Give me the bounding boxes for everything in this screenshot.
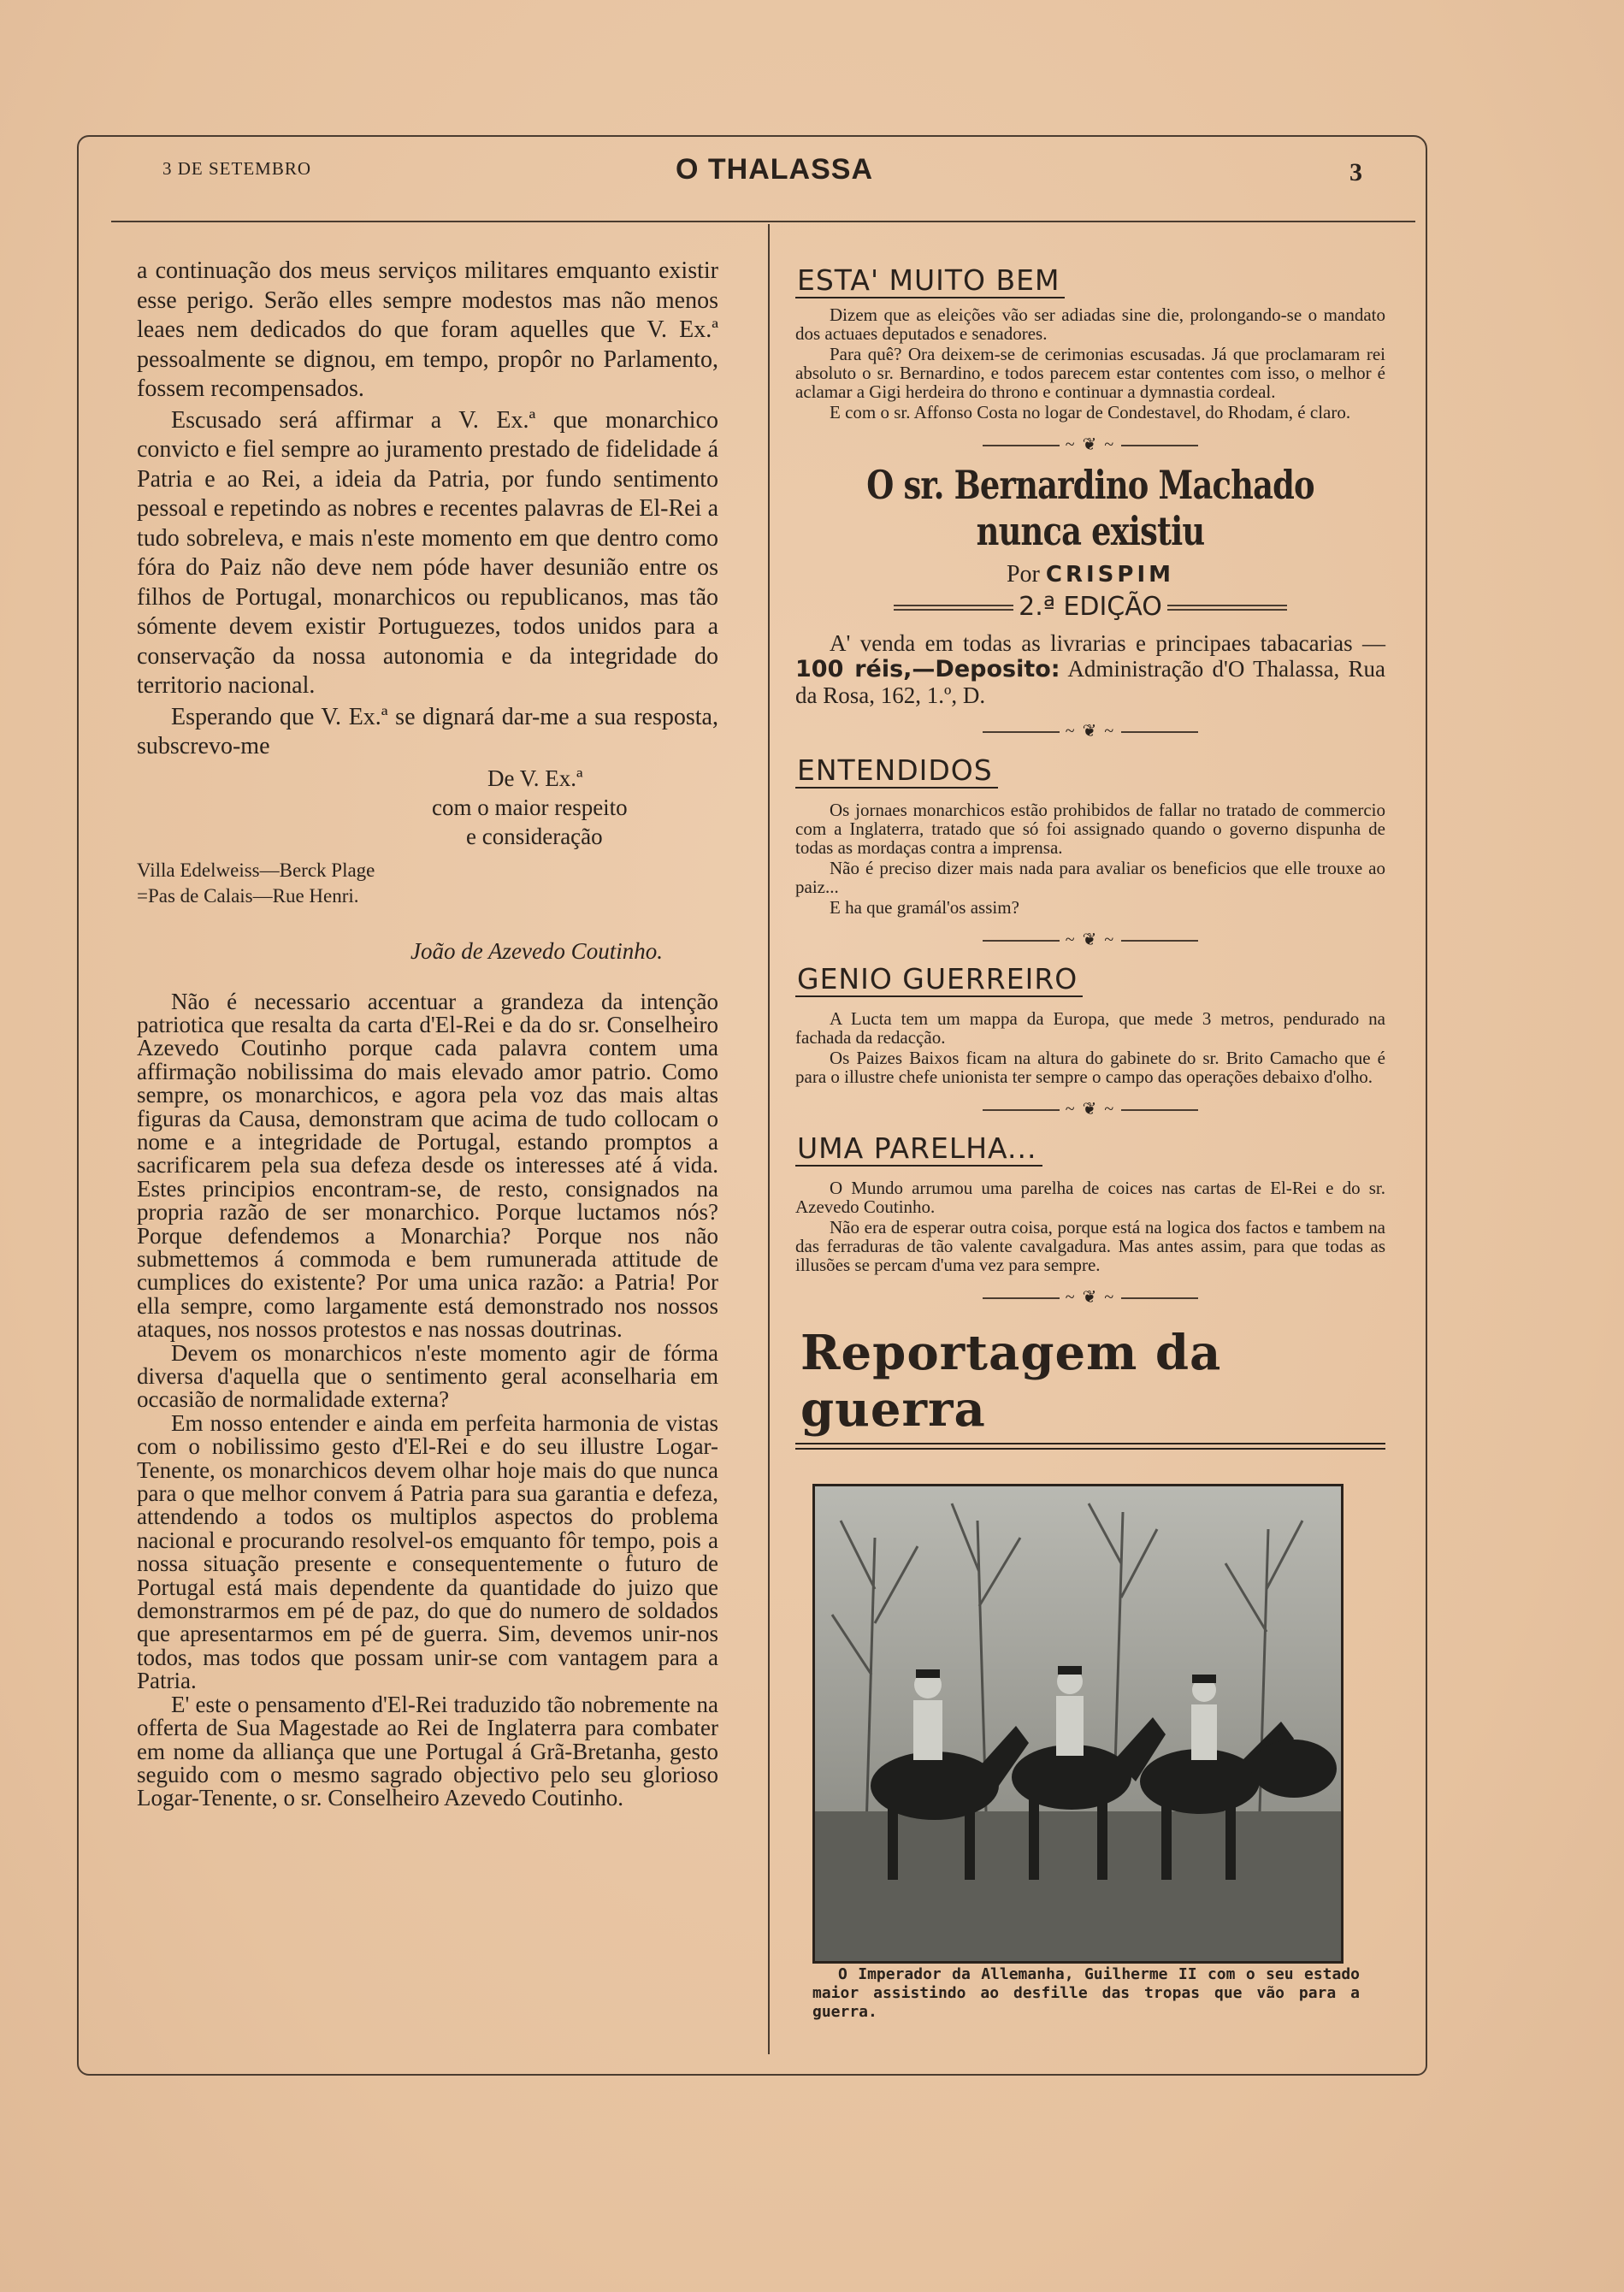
section-paragraph: O Mundo arrumou uma parelha de coices nas cartas de El-Rei e do sr. Azevedo Coutinho. [795, 1178, 1385, 1217]
address-line: =Pas de Calais—Rue Henri. [137, 884, 359, 907]
cavalry-photo-illustration [815, 1486, 1341, 1961]
photo-caption: O Imperador da Allemanha, Guilherme II com o seu estado maior assistindo ao desfille das tropas que vão para a guerra. [812, 1965, 1360, 2021]
reportagem-title: Reportagem da guerra [800, 1325, 1222, 1438]
advert-edition [795, 592, 1385, 622]
issue-date: 3 DE SETEMBRO [162, 158, 312, 179]
section-paragraph: Não era de esperar outra coisa, porque está na logica dos factos e tambem na das ferraduras de tão valente cavalgadura. Mas antes assim, para que todas as illusões se percam d'uma vez para sempre. [795, 1217, 1385, 1275]
header-rule [111, 221, 1415, 222]
byline-author: CRISPIM [1045, 562, 1174, 588]
letter-address [137, 858, 718, 909]
closing-line: De V. Ex.ª [487, 765, 583, 791]
ornament-divider: ~ ❦ ~ [795, 929, 1385, 950]
left-column [137, 257, 718, 1811]
section-paragraph: Os Paizes Baixos ficam na altura do gabinete do sr. Brito Camacho que é para o illustre chefe unionista ter sempre o campo das operações debaixo d'olho. [795, 1048, 1385, 1087]
advert-price: 100 réis,—Deposito: [795, 656, 1060, 682]
section-paragraph: E com o sr. Affonso Costa no logar de Condestavel, do Rhodam, é claro. [830, 402, 1351, 422]
ornament-divider: ~ ❦ ~ [795, 1286, 1385, 1308]
war-photo [812, 1484, 1343, 1964]
section-heading: ENTENDIDOS [795, 753, 998, 789]
closing-line: com o maior respeito [432, 794, 628, 820]
section-paragraph: Os jornaes monarchicos estão prohibidos de fallar no tratado de commercio com a Inglaterra, tratado que só foi assignado quando o governo dispunha de todas as mordaças contra a imprensa. [795, 800, 1385, 858]
section-heading: UMA PARELHA... [795, 1131, 1042, 1167]
advert-title: O sr. Bernardino Machado nunca existiu [866, 462, 1314, 554]
page-header [86, 153, 1420, 210]
advert-text: A' venda em todas as livrarias e principaes tabacarias — 100 réis,—Deposito: Administração d'O Thalassa, Rua da Rosa, 162, 1.º, D. [795, 630, 1385, 708]
ornament-divider: ~ ❦ ~ [795, 720, 1385, 741]
section-paragraph: Dizem que as eleições vão ser adiadas sine die, prolongando-se o mandato dos actuaes deputados e senadores. [795, 304, 1385, 344]
commentary-paragraph: Em nosso entender e ainda em perfeita harmonia de vistas com o nobilissimo gesto d'El-Rei e do seu illustre Logar-Tenente, os monarchicos devem olhar hoje mais do que nunca para o que melhor convem á Patria para sua garantia e defeza, attendendo a todos os multiplos aspectos do problema nacional e procurando resolvel-os emquanto fôr tempo, pois a nossa situação presente e consequentemente o futuro de Portugal está mais dependente da quantidade do juizo que demonstrarmos em pé de paz, do que do numero de soldados que apresentarmos em pé de guerra. Sim, devemos unir-nos todos, mas todos que possam unir-se com vantagem para a Patria. [137, 1409, 718, 1694]
commentary-paragraph: Não é necessario accentuar a grandeza da intenção patriotica que resalta da carta d'El-Rei e da do sr. Conselheiro Azevedo Coutinho porque cada palavra contem uma affirmação nobilissima do mais elevado amor patrio. Como sempre, os monarchicos, e agora pela voz das mais altas figuras da Causa, demonstram que acima de tudo collocam o nome e a integridade de Portugal, estando promptos a sacrificarem pela sua defeza desde os interesses até á vida. Estes principios encontram-se, de resto, consignados na propria razão de ser monarchico. Porque luctamos nós? Porque defendemos a Monarchia? Porque nos não submettemos á commoda e bem rumunerada attitude de cumplices do existente? Por uma unica razão: a Patria! Por ella sempre, como largamente está demonstrado nos nossos ataques, nos nossos protestos e nas nossas doutrinas. [137, 988, 718, 1343]
section-paragraph: Não é preciso dizer mais nada para avaliar os beneficios que elle trouxe ao paiz... [795, 858, 1385, 897]
section-heading: ESTA' MUITO BEM [795, 263, 1065, 298]
byline-prefix: Por [1006, 561, 1040, 588]
letter-paragraph: a continuação dos meus serviços militares emquanto existir esse perigo. Serão elles sempre modestos mas não menos leaes nem dedicados do que foram aquelles que V. Ex.ª pessoalmente se dignou, em tempo, propôr no Parlamento, fossem recompensados. [137, 257, 718, 402]
closing-line: e consideração [466, 823, 603, 849]
advert-byline [795, 561, 1385, 588]
address-line: Villa Edelweiss—Berck Plage [137, 859, 375, 881]
commentary-paragraph: E' este o pensamento d'El-Rei traduzido tão nobremente na offerta de Sua Magestade ao Rei de Inglaterra para combater em nome da alliança que une Portugal á Grã-Bretanha, gesto seguido com o mesmo sagrado objectivo pelo seu glorioso Logar-Tenente, o sr. Conselheiro Azevedo Coutinho. [137, 1691, 718, 1811]
column-divider [768, 224, 770, 2054]
section-paragraph: Para quê? Ora deixem-se de cerimonias escusadas. Já que proclamaram rei absoluto o sr. Bernardino, e todos parecem estar contentes com isso, o melhor é aclamar a Gigi herdeira do throno e continuar a dymnastia cordeal. [795, 344, 1385, 402]
commentary-paragraph: Devem os monarchicos n'este momento agir de fórma diversa d'aquella que o sentimento geral aconselharia em occasião de normalidade externa? [137, 1339, 718, 1413]
letter-paragraph: Escusado será affirmar a V. Ex.ª que monarchico convicto e fiel sempre ao juramento prestado de fidelidade á Patria e ao Rei, a ideia da Patria, por fundo sentimento pessoal e repetindo as nobres e recentes palavras de El-Rei a tudo sobreleva, e mais n'este momento em que dentro como fóra do Paiz não deve nem póde haver desunião entre os filhos de Portugal, monarchicos ou republicanos, mas tão sómente devem existir Portuguezes, todos unidos para a conservação da nossa autonomia e da integridade do territorio nacional. [137, 406, 718, 699]
letter-signature: João de Azevedo Coutinho. [410, 937, 663, 964]
ornament-divider: ~ ❦ ~ [795, 1098, 1385, 1119]
right-column [795, 258, 1385, 1450]
ornament-divider: ~ ❦ ~ [795, 434, 1385, 455]
edition-label: 2.ª EDIÇÃO [1019, 592, 1162, 622]
newspaper-title: O THALASSA [676, 153, 873, 186]
letter-paragraph: Esperando que V. Ex.ª se dignará dar-me a sua resposta, subscrevo-me [137, 703, 718, 759]
section-paragraph: E ha que gramál'os assim? [830, 897, 1019, 918]
letter-closing [137, 764, 718, 851]
section-paragraph: A Lucta tem um mappa da Europa, que mede 3 metros, pendurado na fachada da redacção. [795, 1008, 1385, 1048]
reportagem-rule [795, 1443, 1385, 1450]
page-number: 3 [1349, 158, 1362, 186]
section-heading: GENIO GUERREIRO [795, 962, 1083, 997]
